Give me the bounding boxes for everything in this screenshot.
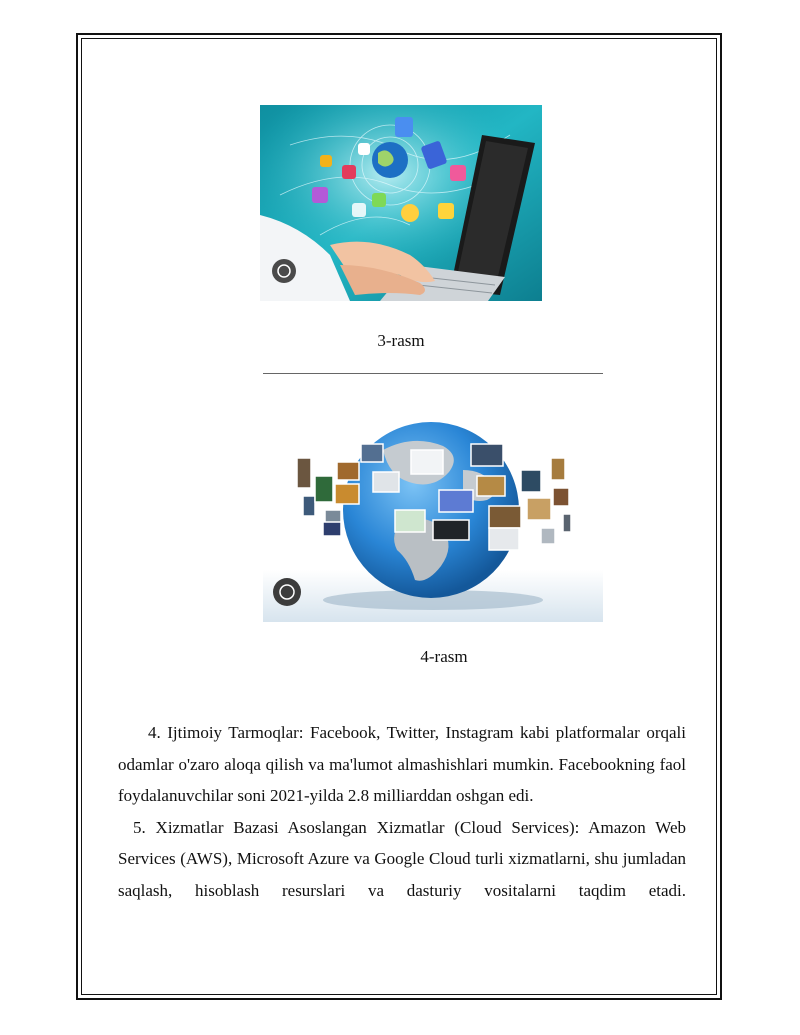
figure-3-image <box>260 105 542 301</box>
body-text <box>118 717 686 906</box>
paragraph-social-networks: 4. Ijtimoiy Tarmoqlar: Facebook, Twitter, Instagram kabi platformalar orqali odamlar o'zaro aloqa qilish va ma'lumot almashishlari mumkin. Facebookning faol foydalanuvchilar soni 2021-yilda 2.8 milliarddan oshgan edi. <box>118 723 686 805</box>
divider-line <box>263 373 603 374</box>
figure-4-image <box>263 410 603 622</box>
figure-4-caption: 4-rasm <box>420 647 468 666</box>
paragraph-cloud-services: 5. Xizmatlar Bazasi Asoslangan Xizmatlar (Cloud Services): Amazon Web Services (AWS), Microsoft Azure va Google Cloud turli xizmatlarni, shu jumladan saqlash, hisoblash resurslari va dasturiy vositalarni taqdim etadi. <box>118 817 686 900</box>
figure-3-caption: 3-rasm <box>377 331 425 350</box>
